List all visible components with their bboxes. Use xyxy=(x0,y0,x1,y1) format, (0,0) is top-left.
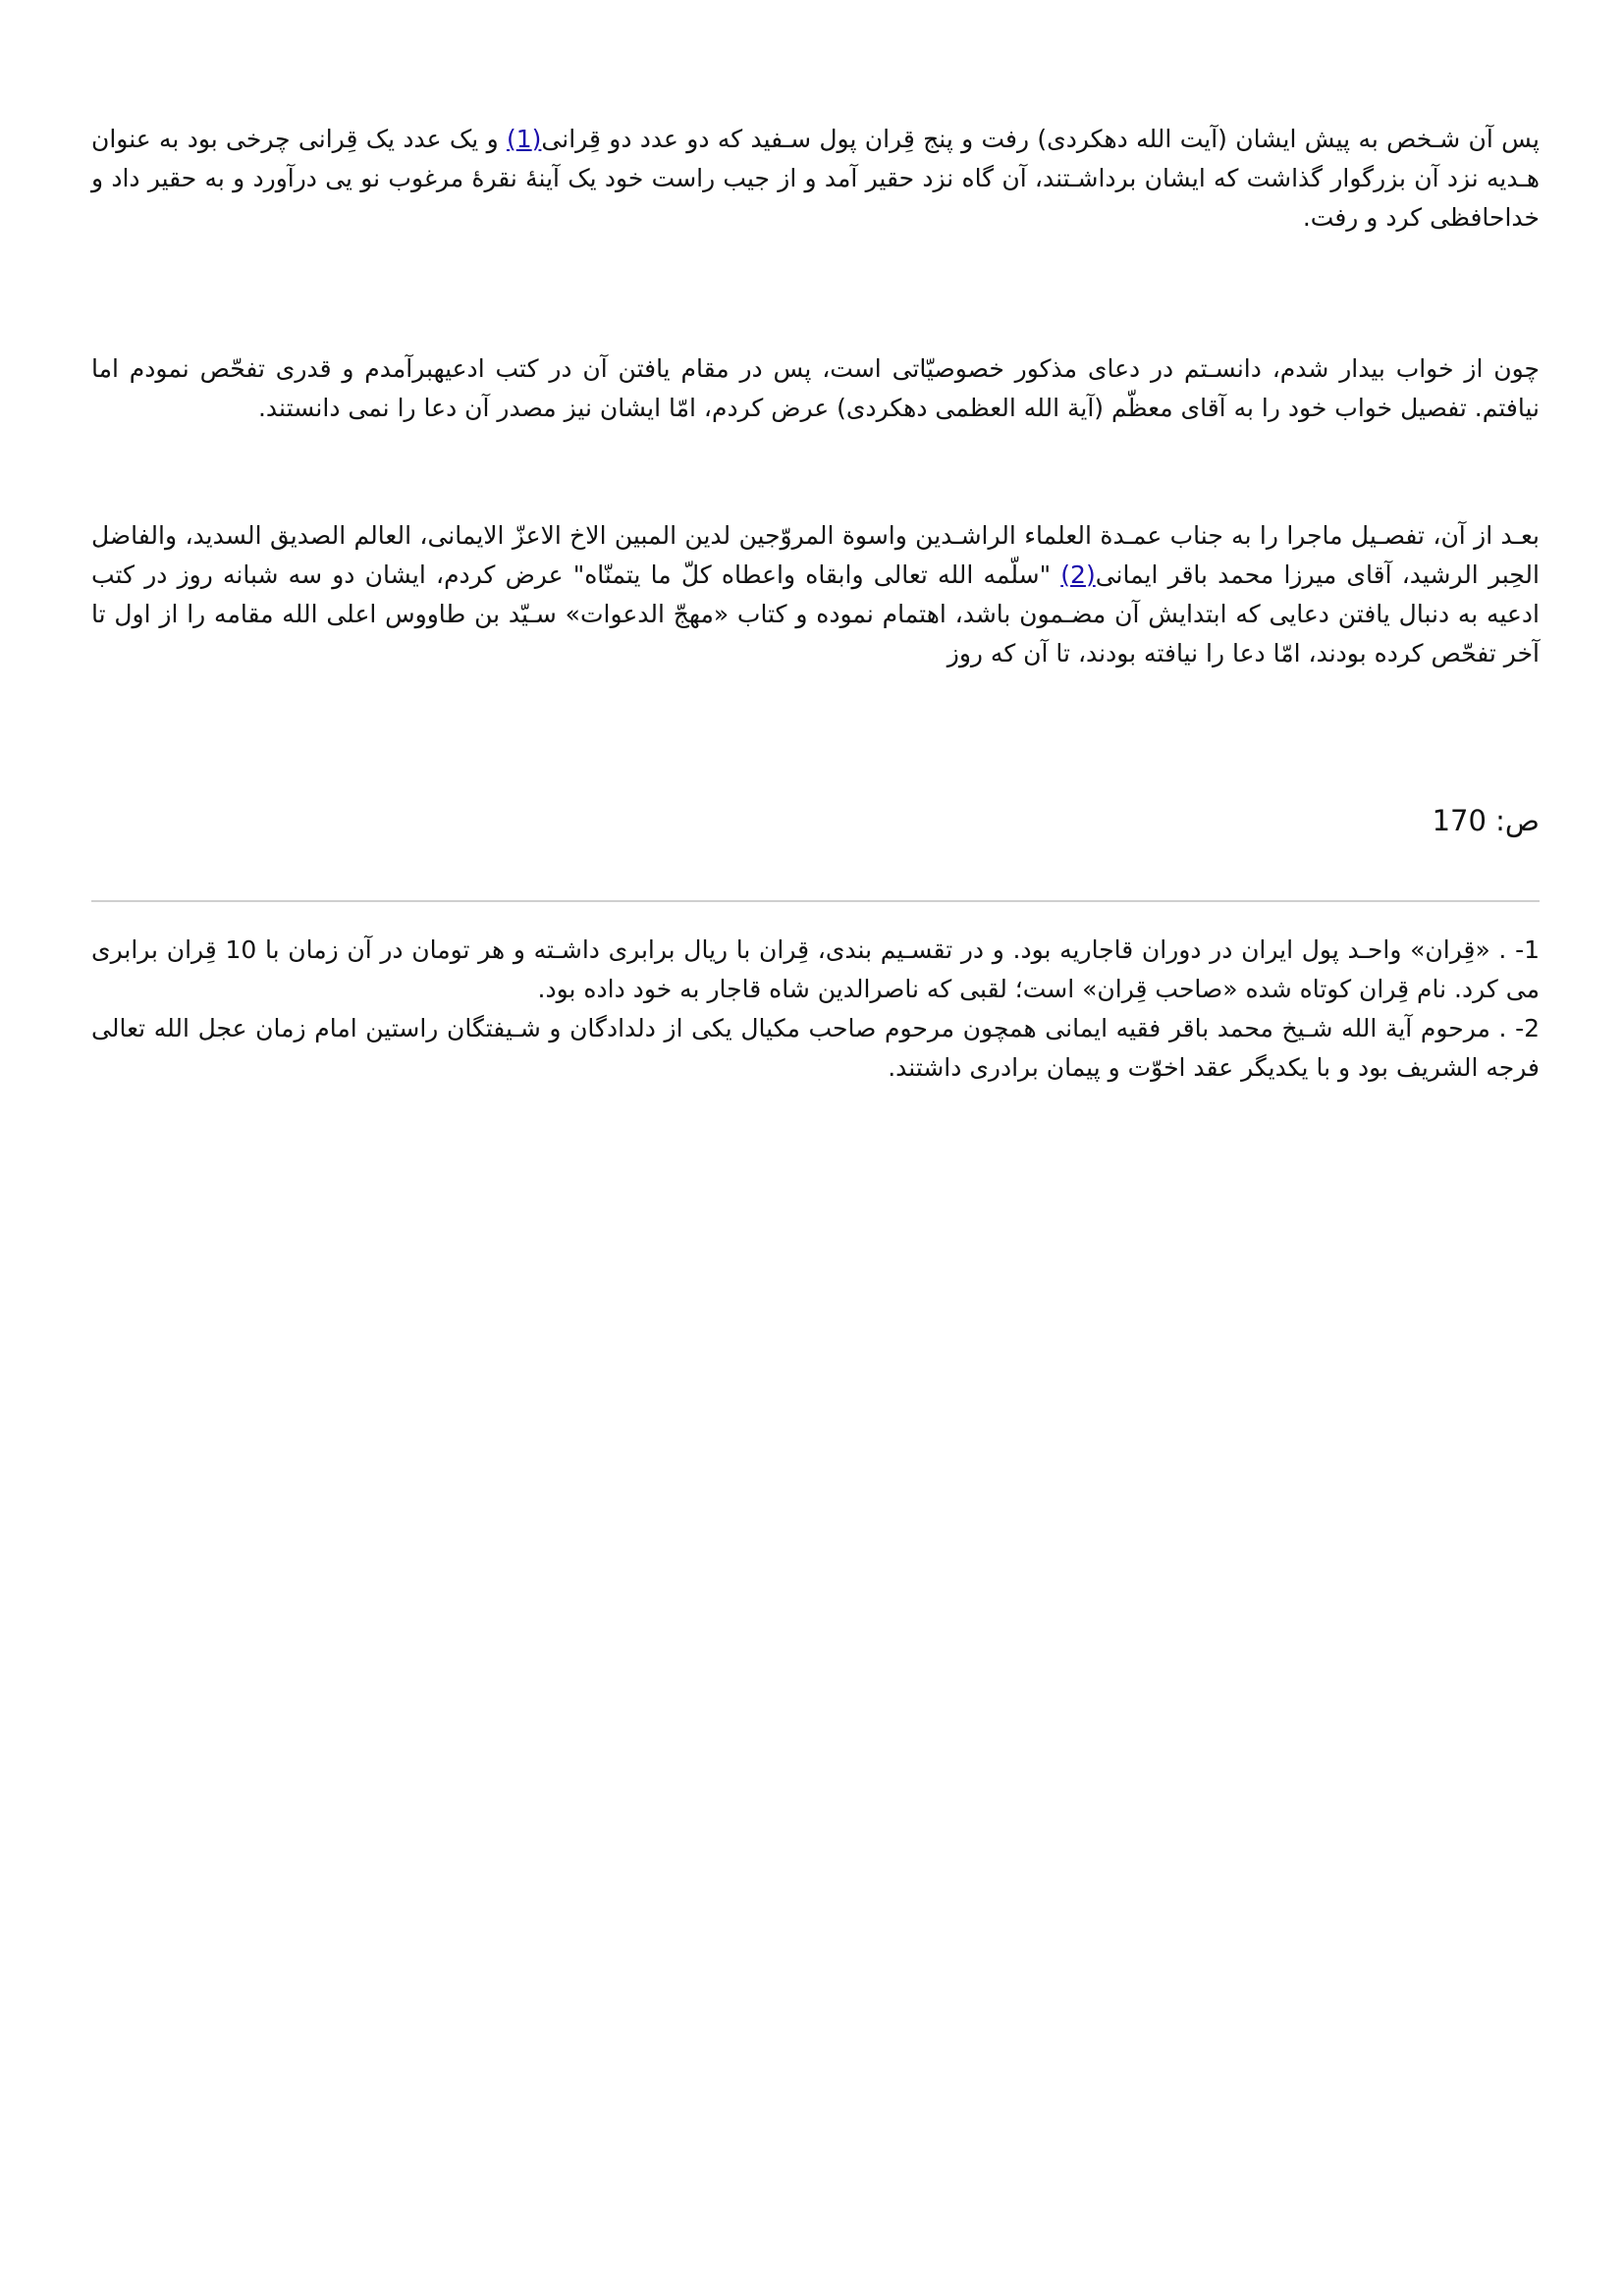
page-number: ص: 170 xyxy=(1432,804,1540,837)
paragraph-1-text-end: و یک عدد یک قِرانی چرخی بود به عنوان هـدیه نزد آن بزرگوار گذاشت که ایشان برداشـتند، آن گاه نزد حقیر آمد و از جیب راست خود یک آینۀ نقرۀ مرغوب نو یی درآورد و به حقیر داد و خداحافظی کرد و رفت. xyxy=(91,125,1540,232)
paragraph-3 xyxy=(91,516,1540,673)
footnotes-section xyxy=(91,931,1540,1088)
footnote-2: 2- . مرحوم آیة الله شـیخ محمد باقر فقیه ایمانی همچون مرحوم صاحب مکیال یکی از دلدادگان و شـیفتگان راستین امام زمان عجل الله تعالی فرجه الشریف بود و با یکدیگر عقد اخوّت و پیمان برادری داشتند. xyxy=(91,1014,1540,1082)
paragraph-1-text-start: پس آن شـخص به پیش ایشان (آیت الله دهکردی) رفت و پنج قِران پول سـفید که دو عدد دو قِرانی xyxy=(541,125,1540,153)
footnote-1: 1- . «قِران» واحـد پول ایران در دوران قاجاریه بود. و در تقسـیم بندی، قِران با ریال برابری داشـته و هر تومان در آن زمان با 10 قِران برابری می کرد. نام قِران کوتاه شده «صاحب قِران» است؛ لقبی که ناصرالدین شاه قاجار به خود داده بود. xyxy=(91,935,1540,1003)
footnote-ref-1-link[interactable]: (1) xyxy=(506,125,542,153)
footnote-ref-2-link[interactable]: (2) xyxy=(1060,561,1096,589)
footnote-divider xyxy=(91,900,1540,902)
paragraph-3-text-end: "سلّمه الله تعالی وابقاه واعطاه کلّ ما یتمنّاه" عرض کردم، ایشان دو سه شبانه روز در کتب ادعیه به دنبال یافتن دعایی که ابتدایش آن مضـمون باشد، اهتمام نموده و کتاب «مهجّ الدعوات» سـیّد بن طاووس اعلی الله مقامه را از اول تا آخر تفحّص کرده بودند، امّا دعا را نیافته بودند، تا آن که روز xyxy=(91,561,1540,667)
paragraph-1 xyxy=(91,120,1540,238)
paragraph-3-text-start: بعـد از آن، تفصـیل ماجرا را به جناب عمـدة العلماء الراشـدین واسوة المروّجین لدین المبین الاخ الاعزّ الایمانی، العالم الصدیق السدید، والفاضل الحِبر الرشید، آقای میرزا محمد باقر ایمانی xyxy=(91,521,1540,589)
paragraph-2: چون از خواب بیدار شدم، دانسـتم در دعای مذکور خصوصیّاتی است، پس در مقام یافتن آن در کتب ادعیهبرآمدم و قدری تفحّص نمودم اما نیافتم. تفصیل خواب خود را به آقای معظّم (آیة الله العظمی دهکردی) عرض کردم، امّا ایشان نیز مصدر آن دعا را نمی دانستند. xyxy=(91,354,1540,422)
